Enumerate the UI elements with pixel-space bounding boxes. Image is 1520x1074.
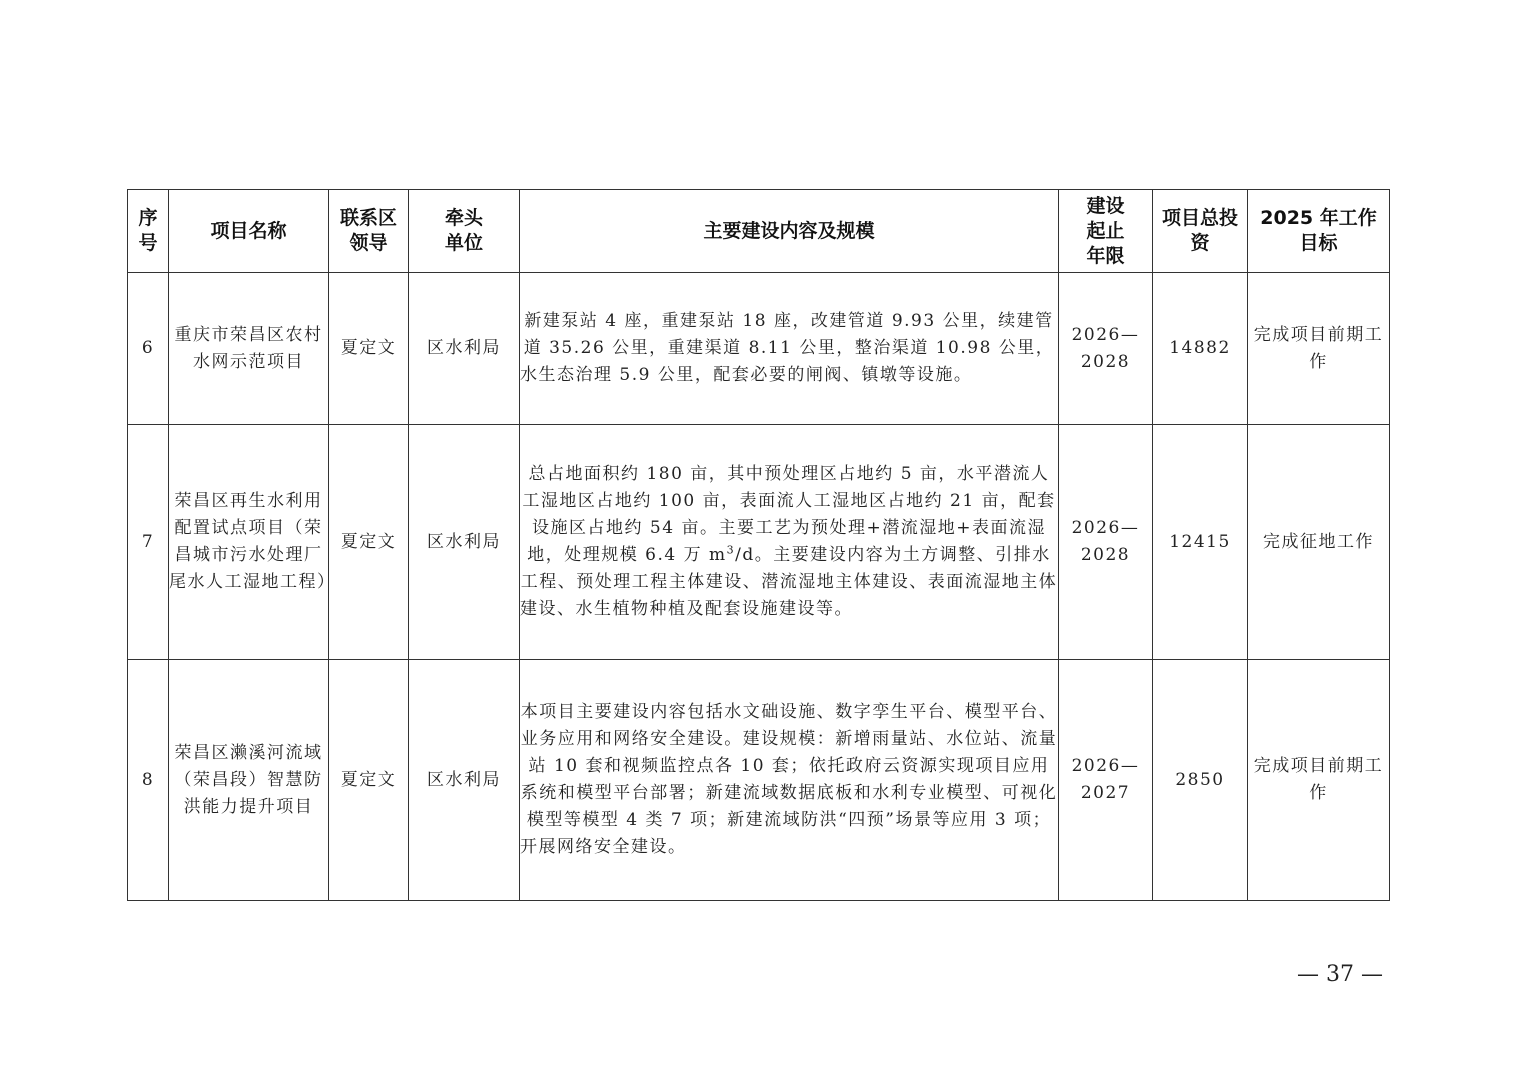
period-end: 2027 <box>1080 783 1131 803</box>
table-row <box>128 273 1390 425</box>
row-period <box>1059 660 1153 901</box>
header-name: 项目名称 <box>169 190 329 273</box>
header-invest: 项目总投资 <box>1153 190 1248 273</box>
unit-superscript: 3 <box>726 543 736 557</box>
row-project-name: 荣昌区濑溪河流域（荣昌段）智慧防洪能力提升项目 <box>169 660 329 901</box>
row-investment: 14882 <box>1153 273 1248 425</box>
header-leader: 联系区领导 <box>329 190 409 273</box>
row-investment: 2850 <box>1153 660 1248 901</box>
row-content <box>520 425 1059 660</box>
header-unit: 牵头单位 <box>409 190 520 273</box>
row-project-name: 重庆市荣昌区农村水网示范项目 <box>169 273 329 425</box>
row-leader: 夏定文 <box>329 273 409 425</box>
header-row <box>128 190 1390 273</box>
row-goal: 完成项目前期工作 <box>1248 273 1390 425</box>
header-content: 主要建设内容及规模 <box>520 190 1059 273</box>
project-table <box>127 189 1390 901</box>
period-end: 2028 <box>1080 545 1131 565</box>
period-start: 2026— <box>1071 756 1140 776</box>
period-start: 2026— <box>1071 324 1140 345</box>
header-idx: 序号 <box>128 190 169 273</box>
header-goal: 2025 年工作目标 <box>1248 190 1390 273</box>
content-part-1: 总占地面积约 180 亩，其中预处理区占地约 5 亩，水平潜流人工湿地区占地约 100 亩，表面流人工湿地区占地约 21 亩，配套设施区占地约 54 亩。主要工艺为预处理+潜流湿地+表面流湿地，处理规模 6.4 万 m <box>522 464 1056 565</box>
content-part-2: /d。主要建设内容为土方调整、引排水工程、预处理工程主体建设、潜流湿地主体建设、表面流湿地主体建设、水生植物种植及配套设施建设等。 <box>520 545 1058 619</box>
row-project-name: 荣昌区再生水利用配置试点项目（荣昌城市污水处理厂尾水人工湿地工程） <box>169 425 329 660</box>
row-leader: 夏定文 <box>329 425 409 660</box>
row-content: 本项目主要建设内容包括水文础设施、数字孪生平台、模型平台、业务应用和网络安全建设。建设规模：新增雨量站、水位站、流量站 10 套和视频监控点各 10 套；依托政府云资源实现项目应用系统和模型平台部署；新建流域数据底板和水利专业模型、可视化模型等模型 4 类 7 项；新建流域防洪“四预”场景等应用 3 项；开展网络安全建设。 <box>520 660 1059 901</box>
row-idx: 8 <box>128 660 169 901</box>
period-start: 2026— <box>1071 518 1140 538</box>
header-period: 建设起止年限 <box>1059 190 1153 273</box>
row-unit: 区水利局 <box>409 425 520 660</box>
row-period <box>1059 273 1153 425</box>
row-unit: 区水利局 <box>409 273 520 425</box>
table-row <box>128 425 1390 660</box>
row-period <box>1059 425 1153 660</box>
row-content: 新建泵站 4 座，重建泵站 18 座，改建管道 9.93 公里，续建管道 35.26 公里，重建渠道 8.11 公里，整治渠道 10.98 公里，水生态治理 5.9 公里，配套必要的闸阀、镇墩等设施。 <box>520 273 1059 425</box>
row-leader: 夏定文 <box>329 660 409 901</box>
row-idx: 6 <box>128 273 169 425</box>
row-idx: 7 <box>128 425 169 660</box>
table-row <box>128 660 1390 901</box>
row-goal: 完成征地工作 <box>1248 425 1390 660</box>
row-goal: 完成项目前期工作 <box>1248 660 1390 901</box>
period-end: 2028 <box>1080 351 1131 372</box>
row-investment: 12415 <box>1153 425 1248 660</box>
page-number: — 37 — <box>1297 962 1383 987</box>
row-unit: 区水利局 <box>409 660 520 901</box>
